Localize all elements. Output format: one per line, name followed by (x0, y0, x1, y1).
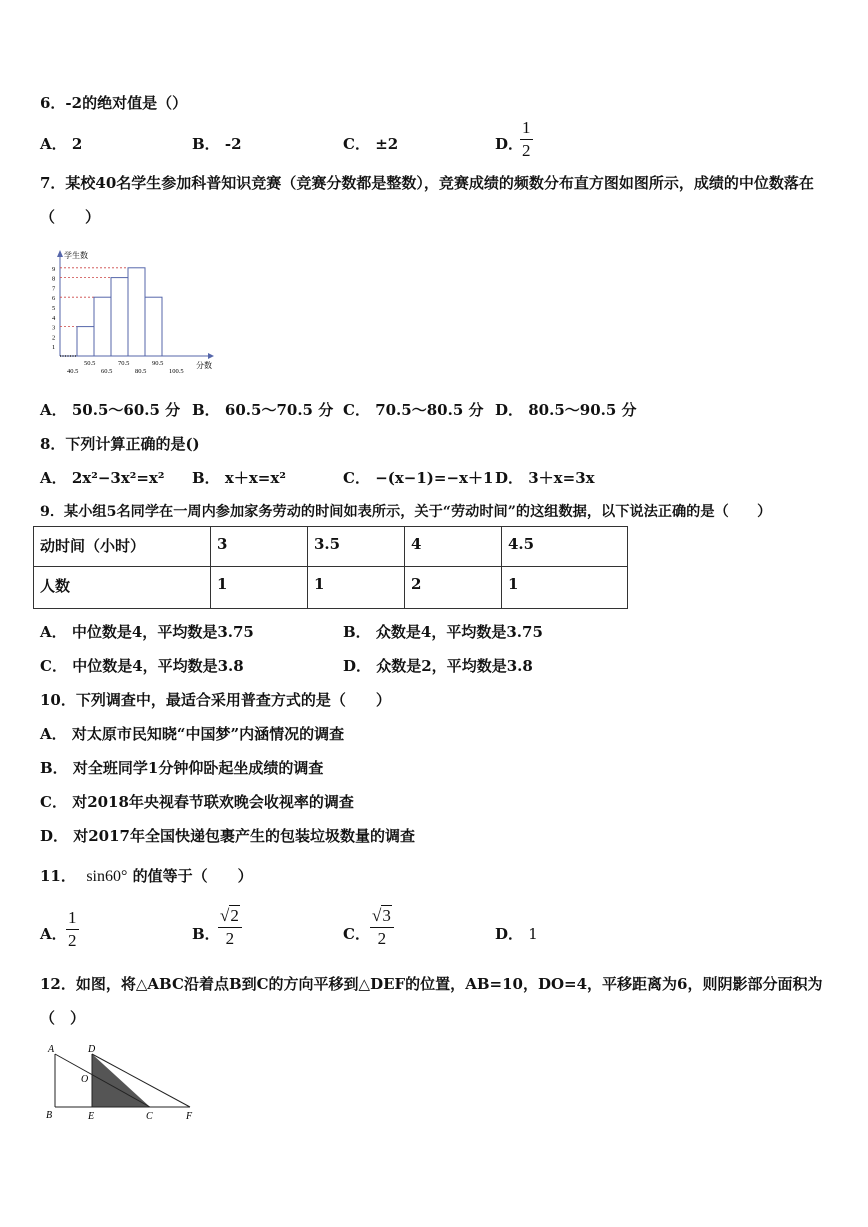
q8-option-c: C． −(x−1)=−x＋1 (343, 469, 494, 487)
q10-option-d: D． 对2017年全国快递包裹产生的包装垃圾数量的调查 (40, 827, 416, 845)
q7-stem-line2: （ ） (40, 208, 101, 226)
y-tick-label: 8 (52, 275, 56, 283)
q9-option-a: A． 中位数是4，平均数是3.75 (40, 623, 254, 641)
x-tick-label: 60.5 (101, 368, 113, 375)
q9-data-table (33, 526, 628, 609)
table-row (34, 527, 628, 567)
q7-option-d: D． 80.5～90.5 分 (495, 401, 637, 419)
label-f: F (186, 1111, 193, 1122)
q6-option-b: B． -2 (192, 135, 242, 153)
histogram-bar (128, 268, 145, 356)
q7-stem-line1: 7．某校40名学生参加科普知识竞赛（竞赛分数都是整数），竞赛成绩的频数分布直方图如图所示，成绩的中位数落在 (40, 174, 814, 192)
y-axis-arrow (57, 250, 63, 257)
y-tick-label: 1 (52, 344, 56, 352)
table-cell: 1 (502, 567, 628, 609)
x-tick-label: 50.5 (84, 360, 96, 367)
label-b: B (46, 1110, 53, 1121)
y-tick-label: 2 (52, 334, 56, 342)
histogram-bar (94, 297, 111, 356)
q8-option-a: A． 2x²−3x²=x² (40, 469, 165, 487)
y-tick-label: 9 (52, 265, 56, 273)
x-axis-label: 分数 (196, 361, 212, 370)
y-tick-label: 7 (52, 285, 56, 293)
table-cell: 3.5 (308, 527, 405, 567)
histogram-bar (77, 327, 94, 356)
table-cell: 1 (211, 567, 308, 609)
histogram-bar (111, 278, 128, 356)
table-cell: 1 (308, 567, 405, 609)
q10-option-c: C． 对2018年央视春节联欢晚会收视率的调查 (40, 793, 354, 811)
q12-stem-line2: （ ） (40, 1009, 86, 1027)
q11-option-c: C． (343, 925, 370, 943)
table-cell: 2 (405, 567, 502, 609)
q9-stem: 9．某小组5名同学在一周内参加家务劳动的时间如表所示，关于“劳动时间”的这组数据，以下说法正确的是（ ） (40, 504, 772, 520)
x-tick-label: 80.5 (135, 368, 147, 375)
q7-option-c: C． 70.5～80.5 分 (343, 401, 484, 419)
label-e: E (88, 1111, 95, 1122)
q7-option-b: B． 60.5～70.5 分 (192, 401, 334, 419)
q11-option-c-fraction: √3 2 (370, 906, 394, 949)
q6-option-d-fraction: 1 2 (522, 118, 531, 160)
x-tick-label: 70.5 (118, 360, 130, 367)
q6-stem: 6．-2的绝对值是（） (40, 94, 188, 112)
label-o: O (81, 1074, 89, 1085)
y-tick-label: 4 (52, 314, 56, 322)
table-cell: 4.5 (502, 527, 628, 567)
q10-option-a: A． 对太原市民知晓“中国梦”内涵情况的调查 (40, 725, 345, 743)
table-cell: 4 (405, 527, 502, 567)
table-cell: 人数 (34, 567, 211, 609)
translation-diagram (40, 1040, 200, 1122)
x-tick-label: 100.5 (169, 368, 184, 375)
q10-stem: 10．下列调查中，最适合采用普查方式的是（ ） (40, 691, 391, 709)
y-tick-label: 5 (52, 305, 56, 312)
q11-stem: 11． sin60° 的值等于（ ） (40, 867, 253, 885)
q11-option-b: B． (192, 925, 220, 943)
label-c: C (146, 1111, 153, 1122)
x-axis-arrow (208, 353, 214, 359)
y-tick-label: 6 (52, 295, 56, 303)
q11-option-b-fraction: √2 2 (218, 906, 242, 949)
q10-option-b: B． 对全班同学1分钟仰卧起坐成绩的调查 (40, 759, 324, 777)
q12-stem-line1: 12．如图，将△ABC沿着点B到C的方向平移到△DEF的位置，AB=10，DO=4，平移距离为6，则阴影部分面积为 (40, 975, 823, 993)
x-tick-label: 40.5 (67, 368, 79, 375)
q11-option-d: D． 1 (495, 925, 538, 943)
table-row (34, 567, 628, 609)
histogram-chart (40, 245, 220, 377)
q6-option-c: C． ±2 (343, 135, 399, 153)
histogram-bar (145, 297, 162, 356)
label-d: D (88, 1044, 96, 1055)
y-axis-label: 学生数 (64, 251, 88, 260)
q11-option-a: A． (40, 925, 67, 943)
table-cell: 动时间（小时） (34, 527, 211, 567)
q6-option-a: A． 2 (40, 135, 83, 153)
q7-option-a: A． 50.5～60.5 分 (40, 401, 181, 419)
q9-option-d: D． 众数是2，平均数是3.8 (343, 657, 533, 675)
q11-option-a-fraction: 1 2 (68, 908, 77, 950)
q9-option-b: B． 众数是4，平均数是3.75 (343, 623, 543, 641)
q8-option-d: D． 3＋x=3x (495, 469, 595, 487)
label-a: A (48, 1044, 55, 1055)
q9-option-c: C． 中位数是4，平均数是3.8 (40, 657, 244, 675)
q6-option-d: D． (495, 135, 524, 153)
q8-stem: 8．下列计算正确的是() (40, 435, 200, 453)
q11-expression: sin60° (86, 868, 128, 885)
x-tick-label: 90.5 (152, 360, 164, 367)
q8-option-b: B． x＋x=x² (192, 469, 286, 487)
table-cell: 3 (211, 527, 308, 567)
y-tick-label: 3 (52, 324, 56, 332)
